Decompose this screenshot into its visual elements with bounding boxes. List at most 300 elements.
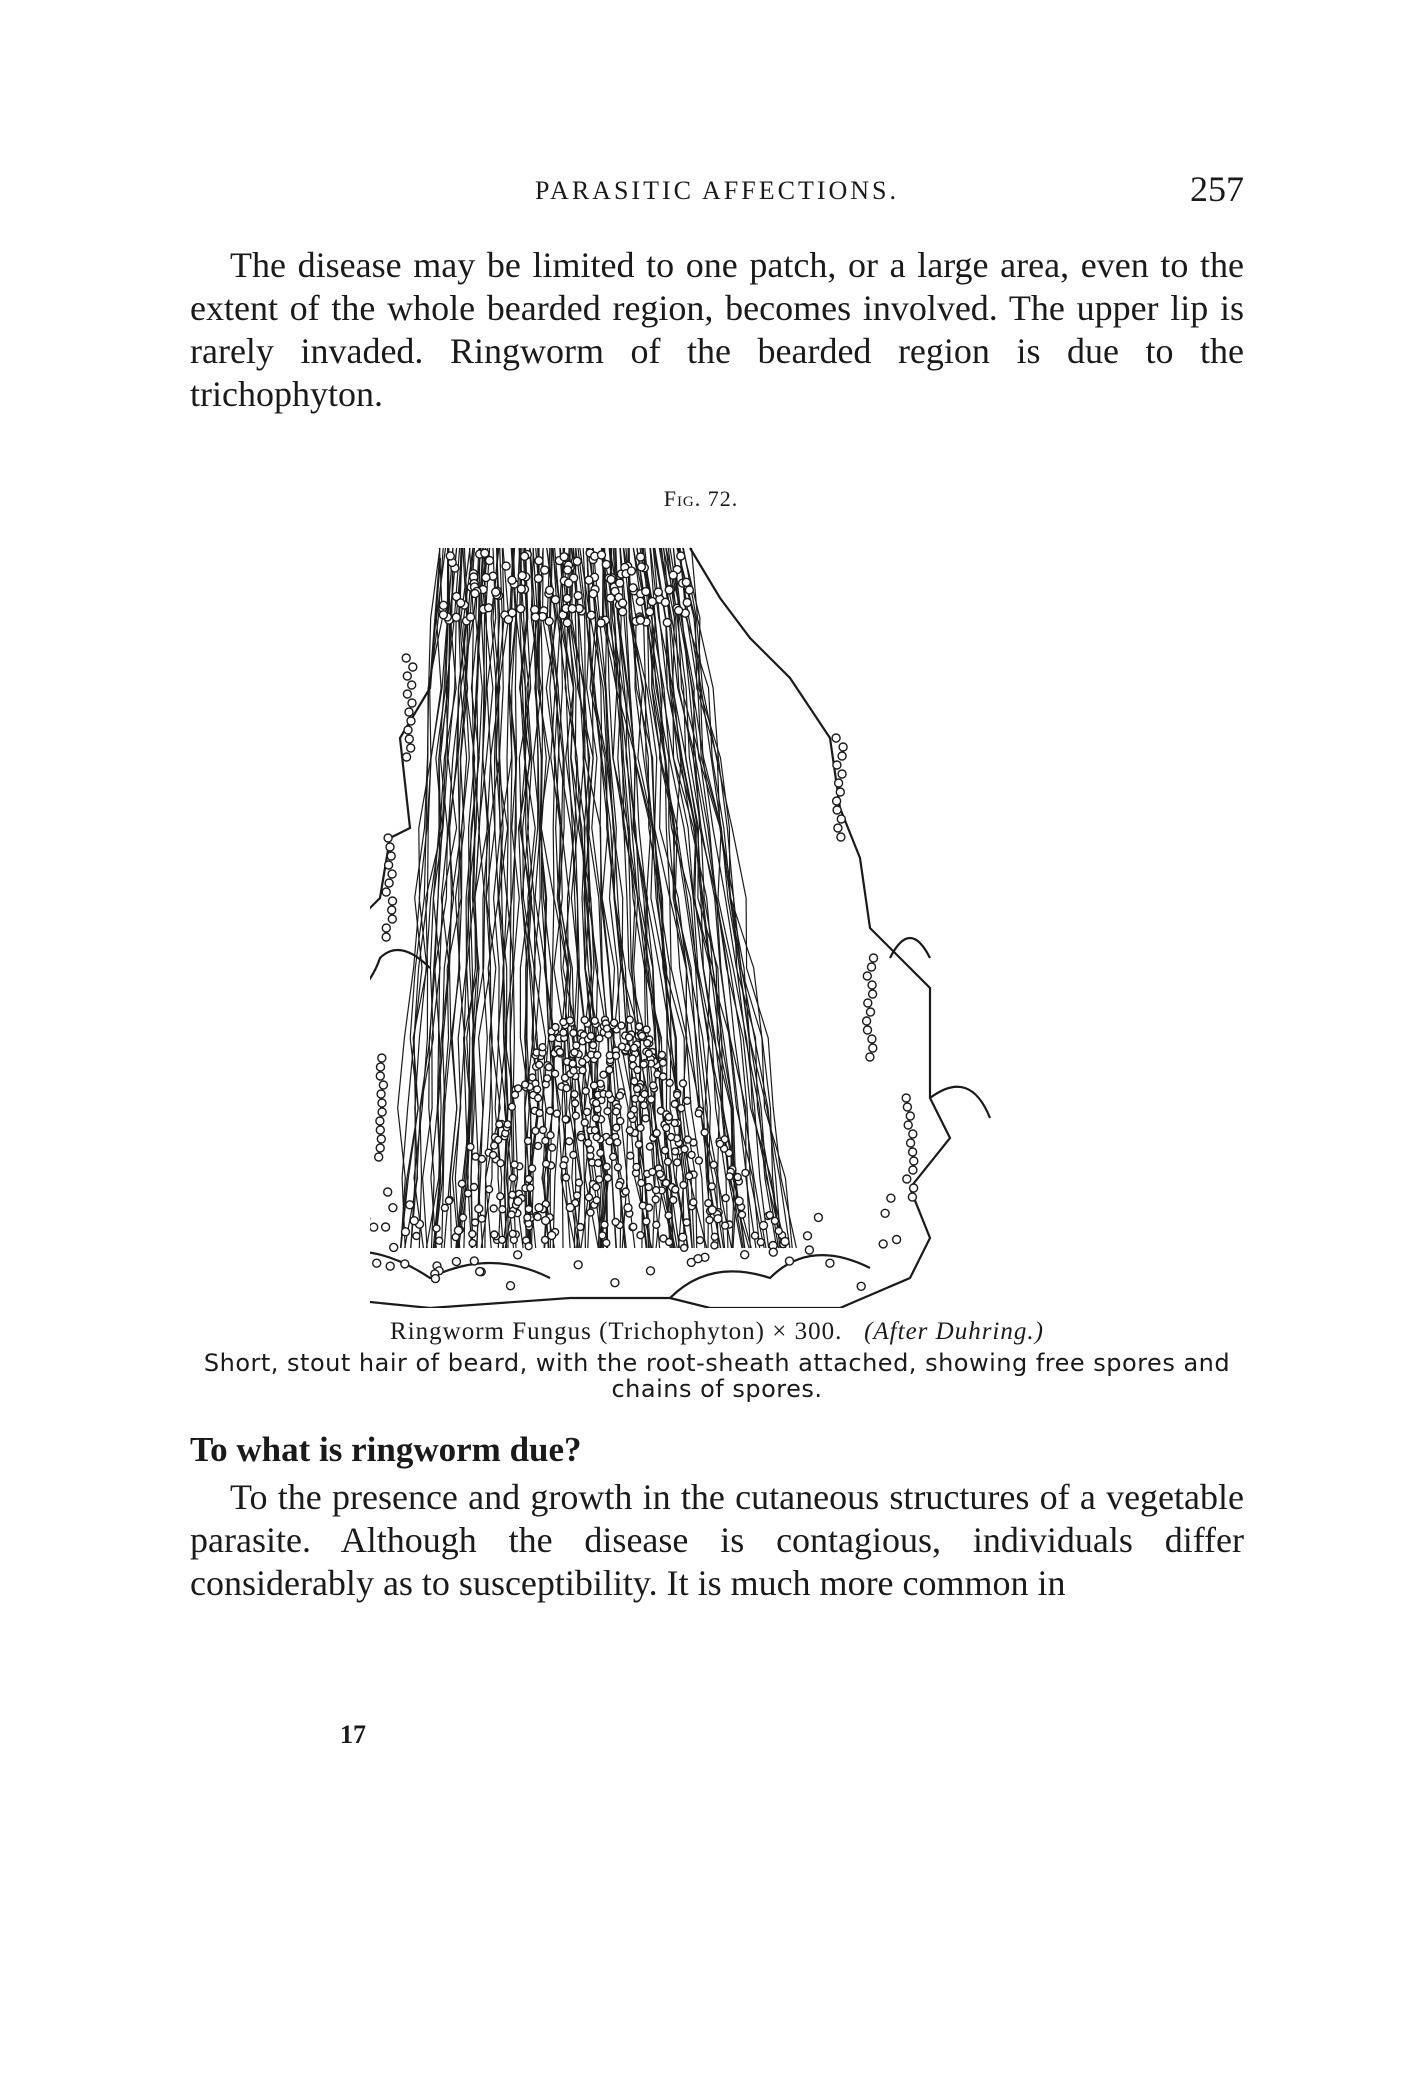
spore [502,562,510,570]
spore [904,1121,912,1129]
spore [587,1209,594,1216]
spore [560,1162,567,1169]
spore [402,1228,410,1236]
spore [694,1255,702,1263]
spore [722,1222,729,1229]
spore [572,1100,579,1107]
spore [616,1092,623,1099]
spore [769,1248,777,1256]
spore [542,1217,550,1225]
spore [603,1239,610,1246]
spore [540,1127,547,1134]
spore [636,616,644,624]
spore [534,1086,541,1093]
spore [436,1237,443,1244]
spore [379,1081,387,1089]
spore [522,1081,529,1088]
spore [653,1130,660,1137]
spore [567,1017,574,1024]
spore [534,575,542,583]
spore [857,1282,865,1290]
spore [553,1110,560,1117]
figure-label: Fig. 72. [663,486,739,511]
spore [711,1233,718,1240]
spore [390,1243,398,1251]
spore [670,1197,677,1204]
spore [742,1169,749,1176]
spore [674,1091,681,1098]
spore [739,1211,746,1218]
spore [637,553,645,561]
spore [646,1204,653,1211]
spore [634,1067,641,1074]
spore [678,1105,685,1112]
spore [471,1184,478,1191]
spore [508,1211,515,1218]
spore [805,1246,813,1254]
spore [680,1182,687,1189]
spore [683,599,691,607]
spore [572,1112,579,1119]
spore [590,1042,597,1049]
spore [685,586,693,594]
spore [902,1094,910,1102]
spore [757,1239,764,1246]
spore [490,1152,497,1159]
spore [664,1158,671,1165]
spore [445,1197,452,1204]
spore [382,888,390,896]
spore [563,1174,570,1181]
spore [605,1091,612,1098]
spore [465,1190,472,1197]
spore [482,574,490,582]
spore [529,1165,536,1172]
spore [672,1186,679,1193]
spore [607,575,615,583]
spore [613,1108,620,1115]
spore [837,833,845,841]
spore [863,1017,871,1025]
spore [499,1206,506,1213]
spore [735,1197,743,1205]
spore [593,1134,600,1141]
spore [834,824,842,832]
spore [527,1184,534,1191]
spore [433,1225,440,1232]
spore [826,1259,834,1267]
spore [574,1261,582,1269]
spore [496,1121,503,1128]
spore [661,598,669,606]
spore [868,1035,876,1043]
spore [370,1223,378,1231]
spore [866,1053,874,1061]
spore [388,906,396,914]
spore [565,579,573,587]
spore [648,598,656,606]
spore [384,1188,392,1196]
spore [680,1080,687,1087]
spore [867,1008,875,1016]
spore [378,1099,386,1107]
spore [864,999,872,1007]
spore [599,1232,606,1239]
spore [701,1129,708,1136]
spore [376,1072,384,1080]
spore [525,1176,532,1183]
spore [403,753,411,761]
spore [619,608,627,616]
spore [387,852,395,860]
spore [675,607,683,615]
spore [478,1215,485,1222]
spore [486,557,494,565]
spore [906,1112,914,1120]
spore [568,605,576,613]
spore [577,1224,584,1231]
spore [726,1173,733,1180]
spore [385,861,393,869]
spore [659,1051,666,1058]
spore [595,1160,602,1167]
spore [624,1204,632,1212]
section-question: To what is ringworm due? [190,1430,582,1469]
spore [581,1119,588,1126]
spore [734,1174,741,1181]
spore [406,1201,414,1209]
spore [549,1144,556,1151]
spore [509,1191,516,1198]
spore [535,1142,542,1149]
spore [469,1231,476,1238]
spore [833,806,841,814]
spore [711,1242,718,1249]
spore [534,1214,541,1221]
spore [909,1130,917,1138]
spore [521,552,529,560]
spore [616,579,624,587]
figure-caption-title [190,1318,1244,1346]
spore [552,1070,559,1077]
spore [611,1019,618,1026]
spore [642,1115,649,1122]
spore [602,560,610,568]
hair-fiber [401,548,443,1248]
spore [593,1184,600,1191]
spore [648,1096,655,1103]
spore [589,590,597,598]
spore [646,1143,653,1150]
spore [804,1232,812,1240]
spore [662,1147,669,1154]
spore [525,1243,532,1250]
spore [439,611,447,619]
spore [509,1230,516,1237]
caption-attribution: (After Duhring.) [864,1318,1044,1345]
spore [570,1030,577,1037]
spore [643,1218,650,1225]
spore [574,1192,581,1199]
spore [407,717,415,725]
spore [645,1050,652,1057]
hair-fiber [405,548,453,1248]
spore [679,1233,687,1241]
paragraph-2: To the presence and growth in the cutaneous structures of a vegetable parasite. Although the disease is contagious, individuals differ considerably as to susceptibility. It is much more common in [190,1477,1244,1603]
spore [376,1126,384,1134]
spore [868,981,876,989]
spore [472,1153,479,1160]
spore [585,1139,592,1146]
spore [695,1110,702,1117]
spore [835,779,843,787]
spore [839,743,847,751]
spore [910,1184,918,1192]
spore [545,1064,552,1071]
spore [833,797,841,805]
spore [641,1091,648,1098]
spore [630,1223,637,1230]
spore [376,1117,384,1125]
spore [660,1059,667,1066]
spore [382,933,390,941]
spore [645,1184,652,1191]
spore [650,1082,657,1089]
spore [401,1260,409,1268]
spore [616,1182,623,1189]
spore [618,1022,625,1029]
spore [626,1034,633,1041]
spore [382,924,390,932]
spore [535,1095,542,1102]
spore [576,1179,583,1186]
spore [404,726,412,734]
spore [681,1244,688,1251]
spore [909,1166,917,1174]
spore [542,1236,549,1243]
spore [402,654,410,662]
spore [378,1108,386,1116]
spore [601,1221,608,1228]
spore [903,1103,911,1111]
spore [542,1137,549,1144]
spore [509,1174,516,1181]
spore [508,609,516,617]
spore [677,552,685,560]
spore [584,1108,591,1115]
spore [388,870,396,878]
spore [619,599,627,607]
spore [536,1110,543,1117]
spore [566,1204,574,1212]
spore [597,1149,604,1156]
spore [446,552,454,560]
spore [469,1240,476,1247]
spore [403,672,411,680]
spore [546,586,554,594]
spore [472,1219,479,1226]
spore [377,1063,385,1071]
spore [887,1194,895,1202]
spore [674,1159,681,1166]
spore [636,1023,643,1030]
spore [562,1116,569,1123]
spore [560,1019,567,1026]
spore [684,1136,691,1143]
spore [666,1079,673,1086]
spore [665,1212,672,1219]
spore [838,770,846,778]
spore [668,1134,675,1141]
spore [863,972,871,980]
spore [909,1148,917,1156]
spore [629,584,637,592]
spore [681,1146,688,1153]
spore [563,619,571,627]
spore [596,1176,603,1183]
spore [539,1044,546,1051]
spore [547,1107,554,1114]
spore [636,597,644,605]
spore [497,1193,504,1200]
spore [579,1059,586,1066]
spore [656,1170,663,1177]
spore [626,1127,633,1134]
spore [460,1214,467,1221]
spore [606,1138,613,1145]
spore [836,788,844,796]
spore [413,1233,420,1240]
spore [504,1121,511,1128]
spore [560,553,568,561]
spore [467,613,475,621]
spore [514,1251,522,1259]
spore [604,1025,611,1032]
spore [597,619,605,627]
spore [485,604,493,612]
spore [408,699,416,707]
spore [532,1127,539,1134]
spore [507,1282,515,1290]
spore [405,708,413,716]
spore [832,734,840,742]
spore [457,599,465,607]
spore [475,1205,483,1213]
spore [570,1151,577,1158]
spore [452,1258,460,1266]
spore [535,557,543,565]
spore [497,1160,504,1167]
spore [649,1168,656,1175]
spore [663,1124,670,1131]
spore [508,576,516,584]
spore [467,1143,474,1150]
spore [573,557,581,565]
spore [389,1204,397,1212]
spore [640,1061,647,1068]
spore [869,1044,877,1052]
spore [495,1136,502,1143]
spore [614,1139,621,1146]
spore [557,1049,564,1056]
spore [409,663,417,671]
spore [617,1118,624,1125]
spore [775,1227,782,1234]
running-head [190,169,1244,216]
spore [578,1134,585,1141]
spore [760,1222,768,1230]
spore [525,1138,532,1145]
spore [541,566,549,574]
spore [610,1153,617,1160]
spore [868,963,876,971]
spore [389,897,397,905]
spore [903,1175,911,1183]
spore [492,588,500,596]
spore [614,1164,621,1171]
spore [708,1183,715,1190]
spore [551,596,559,604]
spore [619,1043,626,1050]
hair-fibers [398,548,797,1248]
spore [569,1060,576,1067]
spore [593,1197,600,1204]
spore [587,1033,594,1040]
page-number: 257 [1190,169,1244,209]
spore [566,1138,573,1145]
spore [563,594,571,602]
spore [525,1206,532,1213]
spore [491,1231,498,1238]
spore [524,1214,531,1221]
spore [481,549,489,557]
spore [586,1194,593,1201]
spore [626,1016,633,1023]
spore [386,843,394,851]
spore [654,588,662,596]
spore [643,1026,650,1033]
spore [560,1029,567,1036]
spore [592,1127,599,1134]
spore [373,1259,381,1267]
spore [637,1124,644,1131]
spore [591,1082,598,1089]
spore [837,815,845,823]
spore [722,1195,729,1202]
spore [771,1217,778,1224]
spore [382,1223,390,1231]
spore [403,690,411,698]
spore [881,1209,889,1217]
spore [548,1035,555,1042]
spore [631,1078,638,1085]
spore [518,572,526,580]
spore [596,1035,603,1042]
spore [666,1239,673,1246]
spore [544,1075,551,1082]
spore [637,1232,644,1239]
spore [708,1206,716,1214]
spore [603,1163,610,1170]
spore [582,1088,589,1095]
spore [893,1236,901,1244]
spore [695,1157,702,1164]
spore [665,1114,672,1121]
spore [490,1205,497,1212]
spore [910,1157,918,1165]
spore [593,1100,600,1107]
spore [581,1017,588,1024]
